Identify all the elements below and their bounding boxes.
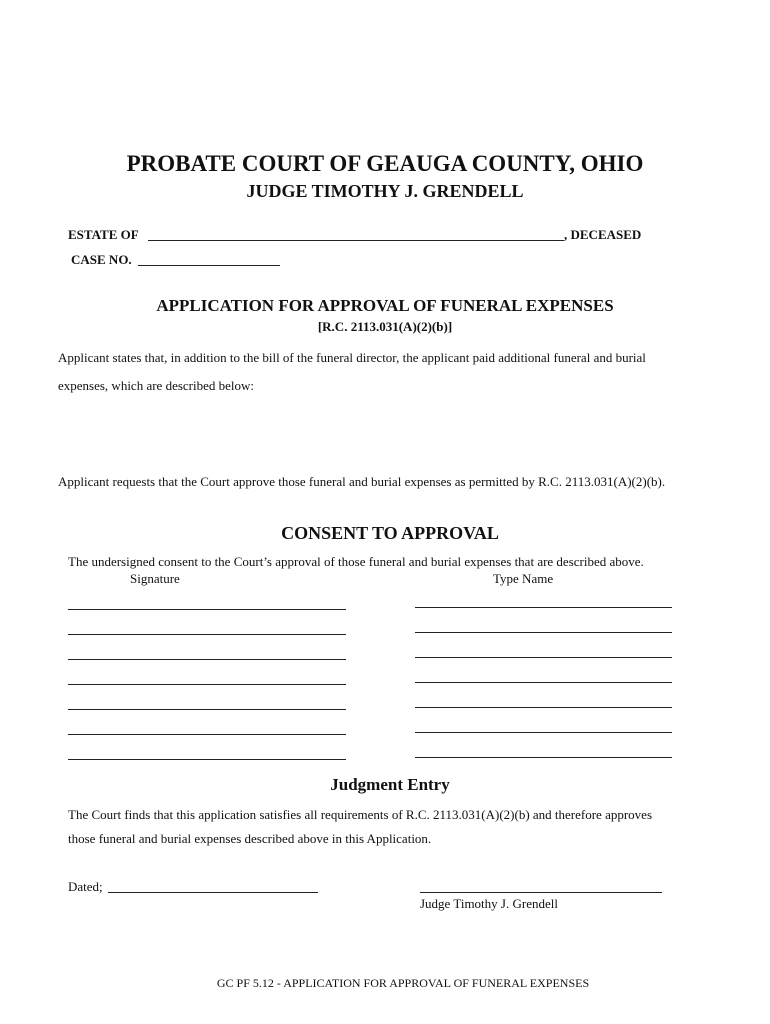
type-name-line-5[interactable] (415, 707, 672, 708)
applicant-request: Applicant requests that the Court approve those funeral and burial expenses as permitted by R.C. 2113.031(A)(2)(b). (58, 474, 666, 489)
date-field[interactable] (108, 892, 318, 893)
type-name-column-label: Type Name (493, 571, 554, 586)
dated-label: Dated; (68, 879, 103, 894)
estate-name-field[interactable] (148, 240, 564, 241)
estate-of-label: ESTATE OF (68, 227, 139, 242)
judgment-text-line-2: those funeral and burial expenses described above in this Application. (68, 831, 432, 846)
signature-line-7[interactable] (68, 759, 346, 760)
judge-signature-label: Judge Timothy J. Grendell (420, 896, 558, 911)
signature-line-6[interactable] (68, 734, 346, 735)
type-name-line-2[interactable] (415, 632, 672, 633)
court-title: PROBATE COURT OF GEAUGA COUNTY, OHIO (126, 151, 644, 176)
form-title: APPLICATION FOR APPROVAL OF FUNERAL EXPENSES (156, 296, 614, 315)
consent-heading: CONSENT TO APPROVAL (281, 523, 499, 543)
signature-line-2[interactable] (68, 634, 346, 635)
deceased-label: , DECEASED (564, 227, 642, 242)
judge-signature-line[interactable] (420, 892, 662, 893)
judgment-heading: Judgment Entry (330, 775, 450, 794)
consent-text: The undersigned consent to the Court’s approval of those funeral and burial expenses that are described above. (68, 554, 644, 569)
type-name-line-6[interactable] (415, 732, 672, 733)
statute-reference: [R.C. 2113.031(A)(2)(b)] (317, 319, 453, 334)
type-name-line-4[interactable] (415, 682, 672, 683)
signature-column-label: Signature (130, 571, 180, 586)
type-name-line-3[interactable] (415, 657, 672, 658)
signature-line-5[interactable] (68, 709, 346, 710)
signature-line-1[interactable] (68, 609, 346, 610)
case-number-field[interactable] (138, 265, 280, 266)
form-footer-id: GC PF 5.12 - APPLICATION FOR APPROVAL OF FUNERAL EXPENSES (216, 976, 590, 990)
type-name-line-1[interactable] (415, 607, 672, 608)
applicant-statement-line-2: expenses, which are described below: (58, 378, 255, 393)
judgment-text-line-1: The Court finds that this application satisfies all requirements of R.C. 2113.031(A)(2)(b) and therefore approves (68, 807, 653, 822)
type-name-line-7[interactable] (415, 757, 672, 758)
signature-line-4[interactable] (68, 684, 346, 685)
applicant-statement-line-1: Applicant states that, in addition to the bill of the funeral director, the applicant paid additional funeral and burial (58, 350, 646, 365)
case-no-label: CASE NO. (71, 252, 132, 267)
judge-name: JUDGE TIMOTHY J. GRENDELL (246, 181, 524, 201)
signature-line-3[interactable] (68, 659, 346, 660)
